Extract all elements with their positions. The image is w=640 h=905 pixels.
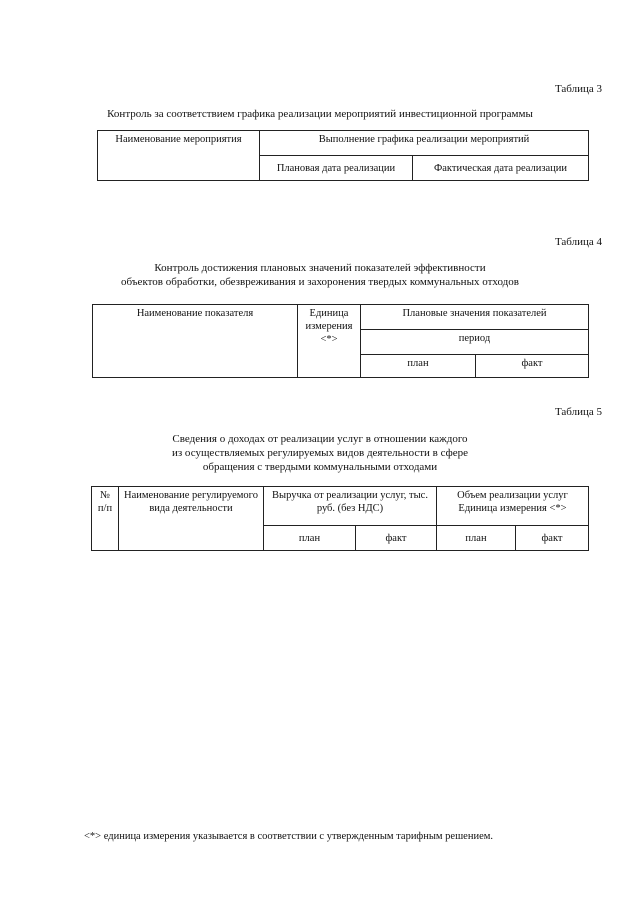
table5-header-volume: Объем реализации услуг Единица измерения <*> bbox=[437, 487, 589, 526]
table3-header-execution: Выполнение графика реализации мероприятий bbox=[260, 131, 589, 156]
table5-title-line2: из осуществляемых регулируемых видов деятельности в сфере bbox=[171, 447, 469, 459]
table3 bbox=[97, 130, 589, 181]
table3-header-planned-date: Плановая дата реализации bbox=[260, 156, 413, 181]
table4-header-unit: Единица измерения <*> bbox=[298, 305, 361, 378]
table5-title-line3: обращения с твердыми коммунальными отходами bbox=[202, 461, 438, 473]
table5-title-line1: Сведения о доходах от реализации услуг в отношении каждого bbox=[172, 433, 468, 445]
table5-header-fact-revenue: факт bbox=[356, 526, 437, 551]
table5-caption: Таблица 5 bbox=[554, 406, 602, 418]
table5 bbox=[91, 486, 589, 551]
footnote: <*> единица измерения указывается в соответствии с утвержденным тарифным решением. bbox=[84, 831, 494, 842]
table4-header-fact: факт bbox=[476, 355, 589, 378]
table5-header-number: № п/п bbox=[92, 487, 119, 551]
table4-header-plan: план bbox=[361, 355, 476, 378]
table3-header-name: Наименование мероприятия bbox=[98, 131, 260, 181]
table3-caption: Таблица 3 bbox=[554, 83, 602, 95]
table4-title-line1: Контроль достижения плановых значений показателей эффективности bbox=[154, 262, 486, 274]
table5-header-plan-volume: план bbox=[437, 526, 516, 551]
table5-header-plan-revenue: план bbox=[264, 526, 356, 551]
table5-header-activity: Наименование регулируемого вида деятельности bbox=[119, 487, 264, 551]
table4-header-indicator: Наименование показателя bbox=[93, 305, 298, 378]
table4-caption: Таблица 4 bbox=[554, 236, 602, 248]
table4-header-period: период bbox=[361, 330, 589, 355]
table3-title: Контроль за соответствием графика реализации мероприятий инвестиционной программы bbox=[107, 108, 533, 120]
table4-title-line2: объектов обработки, обезвреживания и захоронения твердых коммунальных отходов bbox=[121, 276, 519, 288]
table4-header-planned-values: Плановые значения показателей bbox=[361, 305, 589, 330]
table5-header-revenue: Выручка от реализации услуг, тыс. руб. (без НДС) bbox=[264, 487, 437, 526]
table5-header-fact-volume: факт bbox=[516, 526, 589, 551]
table4 bbox=[92, 304, 589, 378]
table3-header-actual-date: Фактическая дата реализации bbox=[413, 156, 589, 181]
